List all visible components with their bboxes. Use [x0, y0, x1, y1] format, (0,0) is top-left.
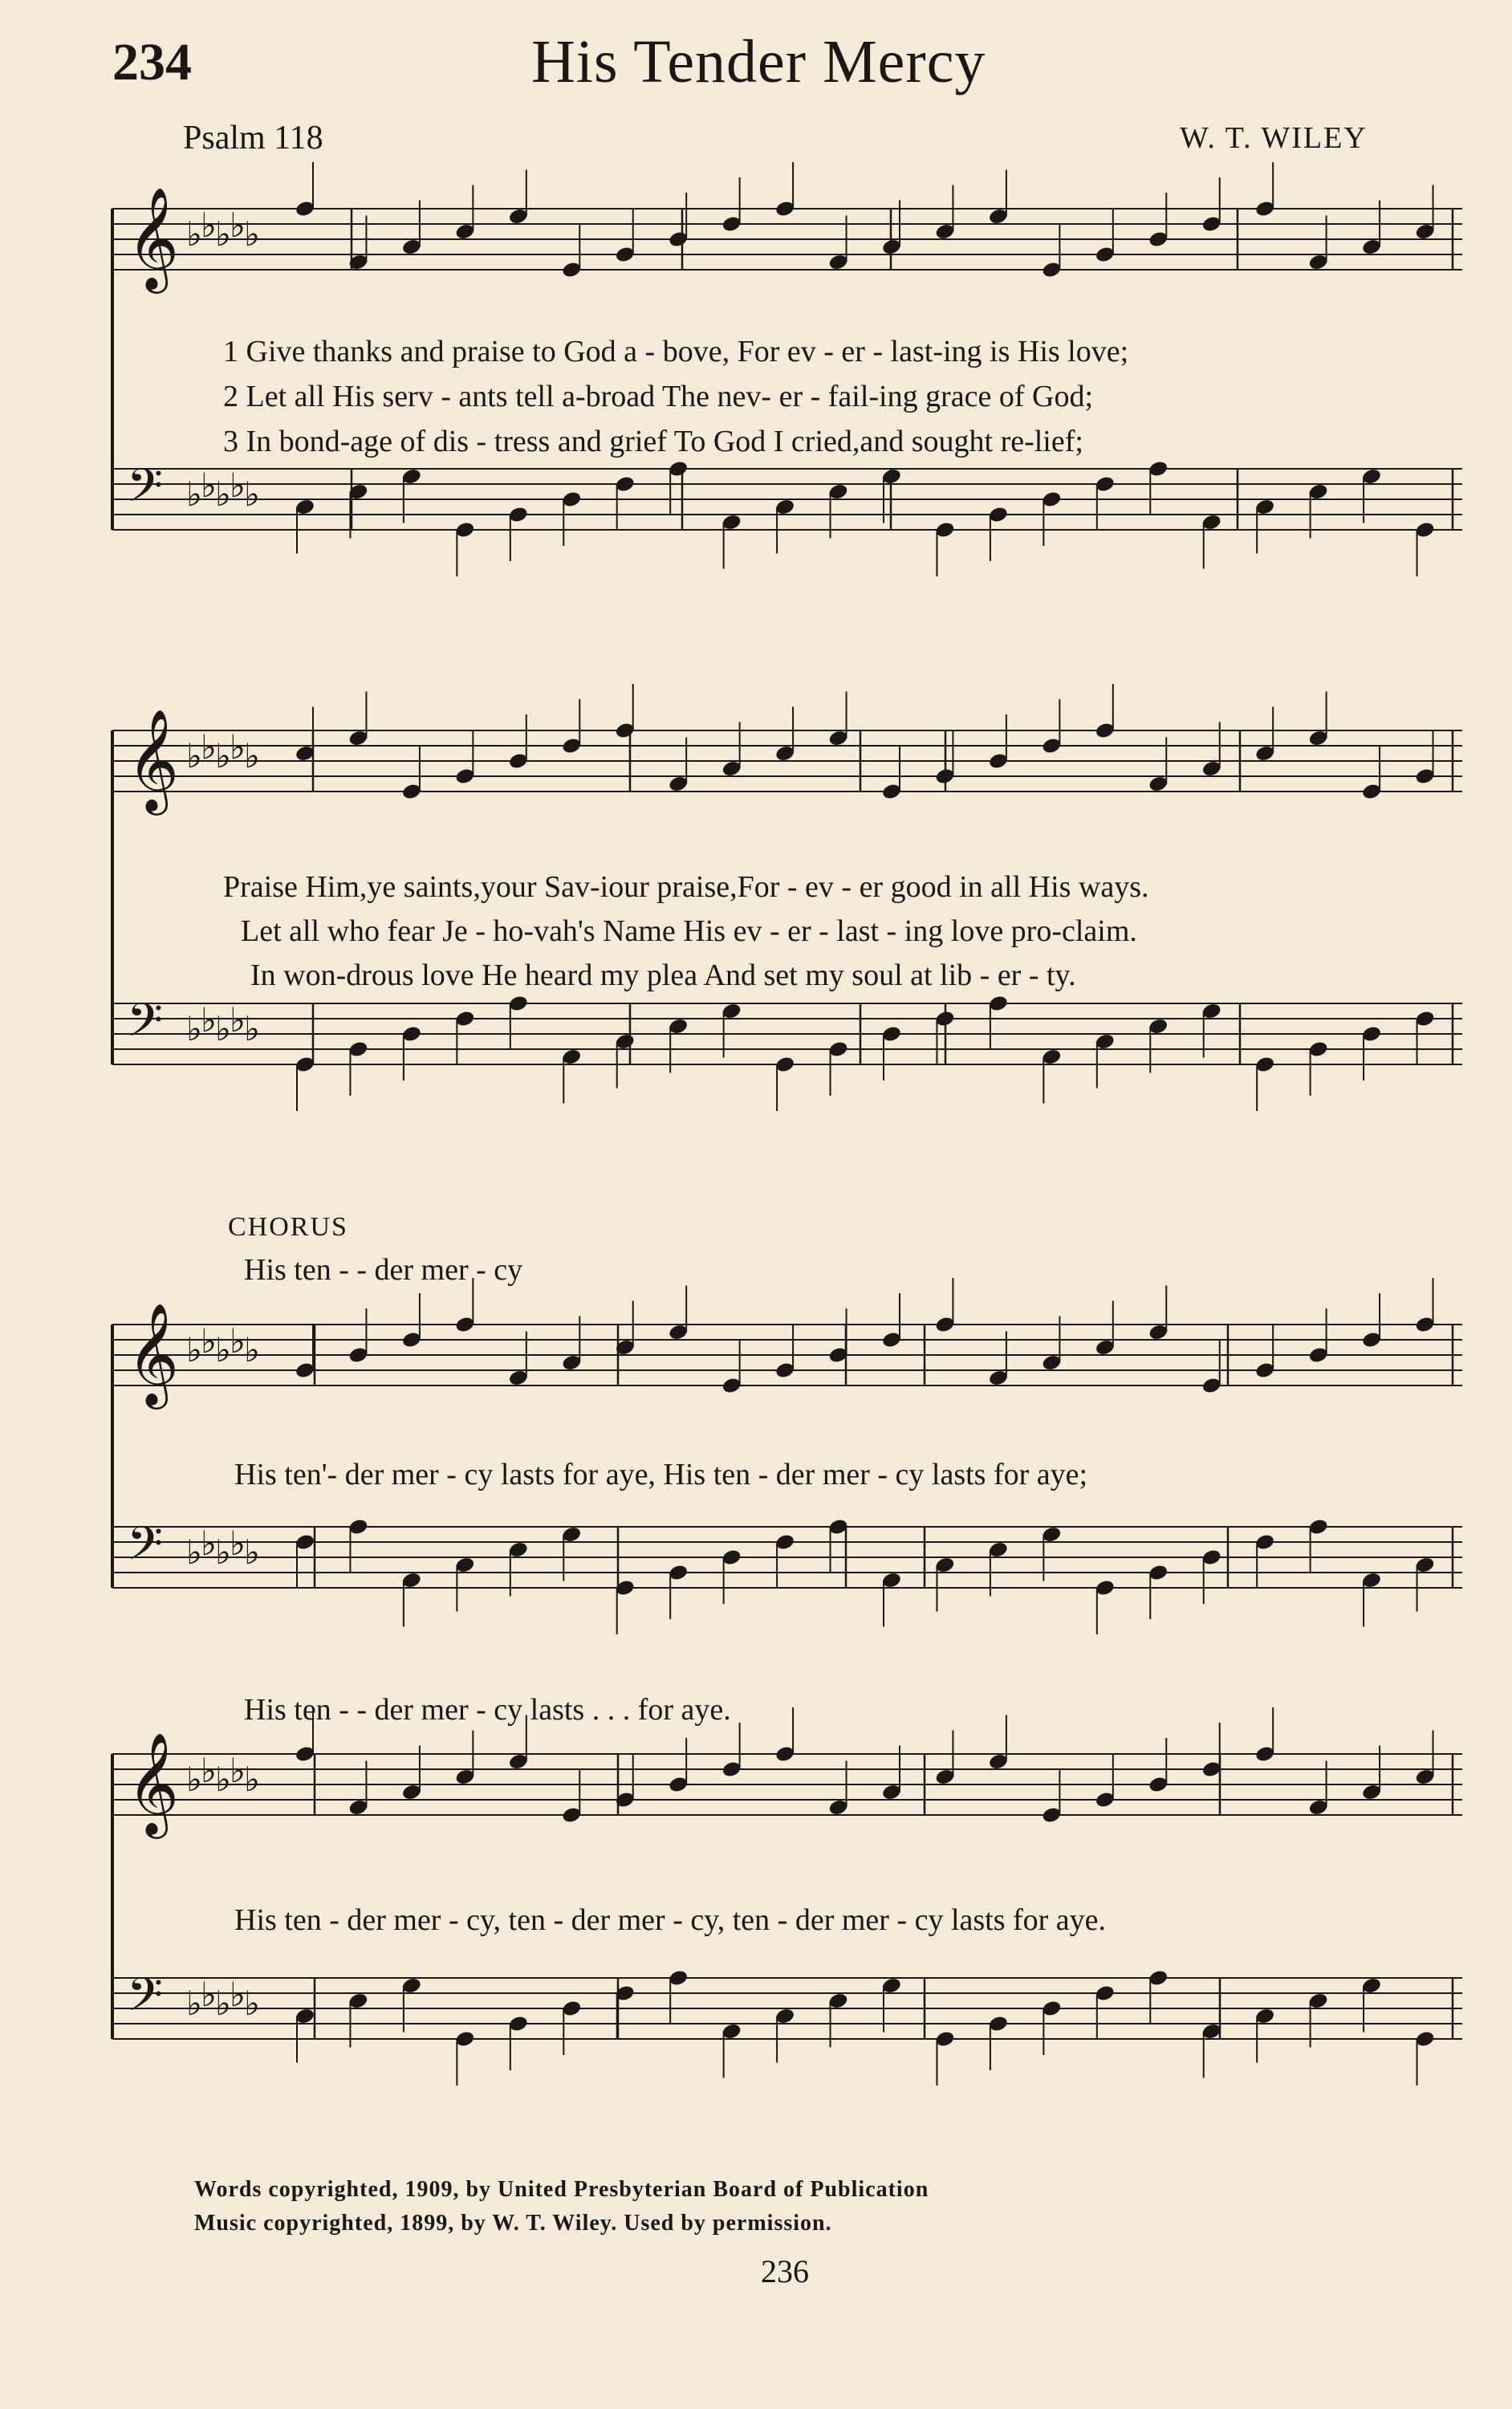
- svg-text:♭: ♭: [186, 1760, 202, 1800]
- svg-text:♭: ♭: [201, 1320, 217, 1361]
- svg-text:♭: ♭: [201, 999, 217, 1040]
- staff-3-treble: [112, 1278, 1462, 1410]
- svg-text:𝄞: 𝄞: [127, 1731, 180, 1834]
- staff-1-treble: [112, 162, 1462, 294]
- svg-text:♭: ♭: [186, 1984, 202, 2024]
- svg-text:♭: ♭: [244, 1760, 260, 1800]
- svg-text:𝄢: 𝄢: [127, 1516, 164, 1582]
- svg-text:♭: ♭: [244, 214, 260, 254]
- svg-text:♭: ♭: [215, 1330, 231, 1370]
- svg-text:♭: ♭: [201, 465, 217, 505]
- chorus-heading: CHORUS: [228, 1212, 348, 1242]
- verse-2-line-2: Let all who fear Je - ho-vah's Name His ev - er - last - ing love pro-claim.: [241, 914, 1137, 948]
- hymn-title: His Tender Mercy: [531, 28, 986, 96]
- svg-text:♭: ♭: [201, 1750, 217, 1790]
- svg-text:♭: ♭: [201, 1974, 217, 2014]
- svg-text:𝄢: 𝄢: [127, 1967, 164, 2033]
- svg-text:♭: ♭: [201, 1523, 217, 1563]
- svg-text:♭: ♭: [215, 1760, 231, 1800]
- hymn-number: 234: [112, 33, 192, 92]
- staff-3-bass: [112, 1516, 1462, 1634]
- music-copyright: Music copyrighted, 1899, by W. T. Wiley. Used by permission.: [194, 2211, 832, 2236]
- verse-3-line-1: 3 In bond-age of dis - tress and grief To God I cried,and sought re-lief;: [223, 425, 1083, 458]
- svg-text:♭: ♭: [215, 1532, 231, 1573]
- svg-text:♭: ♭: [244, 1330, 260, 1370]
- chorus-line-2-upper: His ten - - der mer - cy lasts . . . for aye.: [244, 1693, 731, 1727]
- svg-text:♭: ♭: [244, 1009, 260, 1049]
- svg-text:♭: ♭: [244, 474, 260, 515]
- svg-text:♭: ♭: [215, 1984, 231, 2024]
- svg-text:♭: ♭: [244, 1984, 260, 2024]
- svg-text:♭: ♭: [230, 726, 246, 767]
- svg-text:♭: ♭: [215, 1009, 231, 1049]
- svg-text:♭: ♭: [201, 205, 217, 245]
- words-copyright: Words copyrighted, 1909, by United Presbyterian Board of Publication: [194, 2177, 929, 2202]
- svg-text:♭: ♭: [186, 1330, 202, 1370]
- verse-3-line-2: In won-drous love He heard my plea And set my soul at lib - er - ty.: [250, 958, 1076, 992]
- staff-2-bass: [112, 993, 1462, 1111]
- chorus-line-1: His ten'- der mer - cy lasts for aye, His ten - der mer - cy lasts for aye;: [234, 1458, 1088, 1491]
- svg-text:♭: ♭: [186, 214, 202, 254]
- svg-text:♭: ♭: [230, 1523, 246, 1563]
- page-number: 236: [761, 2253, 809, 2289]
- svg-text:♭: ♭: [186, 1532, 202, 1573]
- svg-text:♭: ♭: [230, 1974, 246, 2014]
- chorus-line-1-upper: His ten - - der mer - cy: [244, 1253, 523, 1287]
- chorus-line-2: His ten - der mer - cy, ten - der mer - cy, ten - der mer - cy lasts for aye.: [234, 1903, 1107, 1937]
- svg-text:♭: ♭: [215, 474, 231, 515]
- svg-text:𝄞: 𝄞: [127, 186, 180, 289]
- svg-text:♭: ♭: [230, 1750, 246, 1790]
- svg-text:♭: ♭: [230, 999, 246, 1040]
- svg-text:♭: ♭: [244, 1532, 260, 1573]
- staff-4-bass: [112, 1967, 1462, 2085]
- svg-text:♭: ♭: [186, 736, 202, 776]
- svg-text:♭: ♭: [215, 736, 231, 776]
- svg-text:♭: ♭: [230, 1320, 246, 1361]
- svg-text:♭: ♭: [186, 1009, 202, 1049]
- staff-2-treble: [112, 684, 1462, 816]
- svg-text:♭: ♭: [244, 736, 260, 776]
- svg-text:♭: ♭: [230, 205, 246, 245]
- verse-1-line-1: 1 Give thanks and praise to God a - bove, For ev - er - last-ing is His love;: [223, 335, 1129, 368]
- svg-text:𝄞: 𝄞: [127, 1302, 180, 1405]
- svg-text:♭: ♭: [201, 726, 217, 767]
- svg-text:♭: ♭: [230, 465, 246, 505]
- staff-1-bass: [112, 458, 1462, 576]
- verse-2-line-1: 2 Let all His serv - ants tell a-broad The nev- er - fail-ing grace of God;: [223, 380, 1094, 413]
- svg-text:𝄢: 𝄢: [127, 993, 164, 1059]
- svg-text:♭: ♭: [215, 214, 231, 254]
- svg-text:♭: ♭: [186, 474, 202, 515]
- svg-text:𝄞: 𝄞: [127, 708, 180, 811]
- scripture-reference: Psalm 118: [183, 120, 323, 157]
- composer-credit: W. T. WILEY: [1180, 121, 1368, 155]
- svg-text:𝄢: 𝄢: [127, 458, 164, 524]
- verse-1-line-2: Praise Him,ye saints,your Sav-iour praise,For - ev - er good in all His ways.: [223, 870, 1149, 904]
